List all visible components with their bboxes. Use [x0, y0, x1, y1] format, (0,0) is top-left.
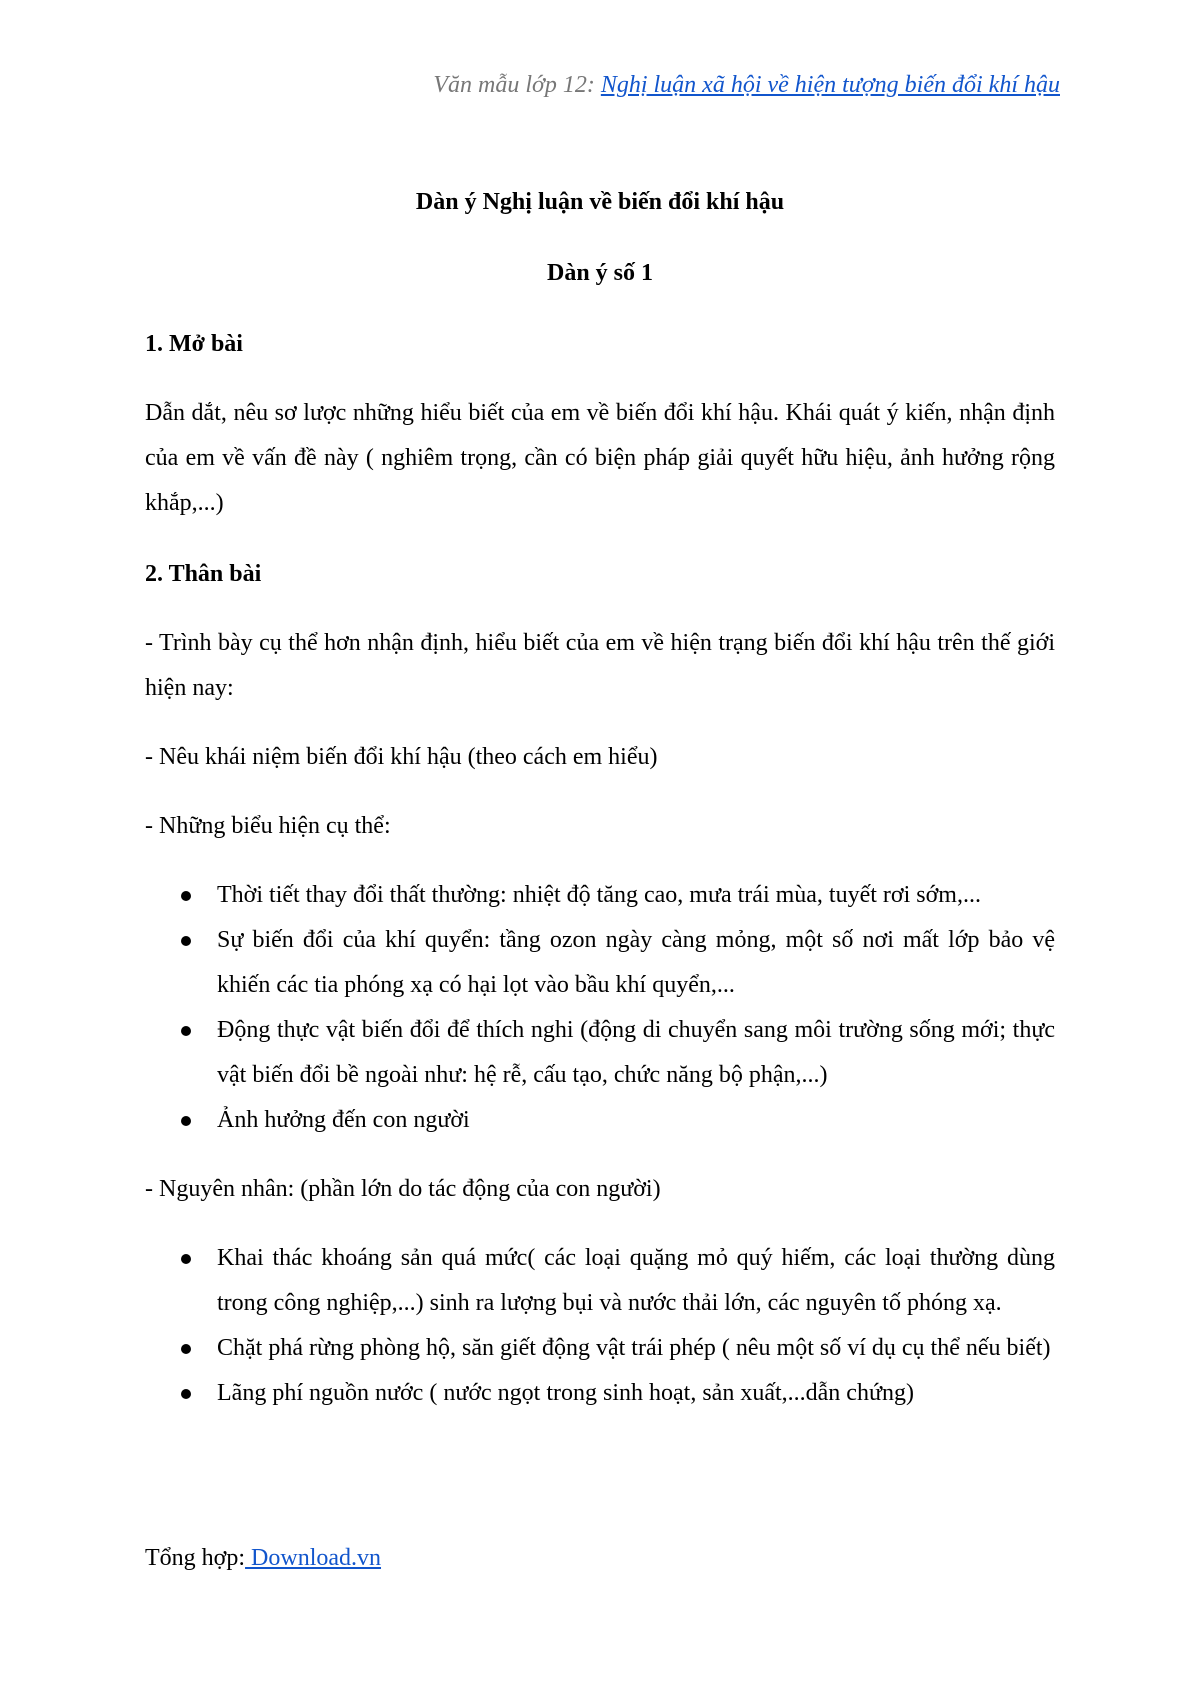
- list-item-text: Chặt phá rừng phòng hộ, săn giết động vật trái phép ( nêu một số ví dụ cụ thể nếu biết): [217, 1335, 1051, 1361]
- manifestations-list: [145, 873, 1055, 1143]
- bullet-icon: [181, 936, 191, 946]
- document-body: [145, 180, 1055, 1416]
- page-header: [433, 72, 1060, 99]
- header-prefix: Văn mẫu lớp 12:: [433, 72, 601, 98]
- list-item: [217, 1326, 1055, 1371]
- list-item-text: Động thực vật biến đổi để thích nghi (động di chuyển sang môi trường sống mới; thực vật biến đổi bề ngoài như: hệ rễ, cấu tạo, chức năng bộ phận,...): [217, 1017, 1055, 1088]
- bullet-icon: [181, 1389, 191, 1399]
- section-heading-body: 2. Thân bài: [145, 561, 262, 587]
- list-item-text: Sự biến đổi của khí quyển: tầng ozon ngày càng mỏng, một số nơi mất lớp bảo vệ khiến các tia phóng xạ có hại lọt vào bầu khí quyển,...: [217, 927, 1055, 998]
- body-paragraph-4: - Nguyên nhân: (phần lớn do tác động của con người): [145, 1176, 661, 1202]
- list-item-text: Thời tiết thay đổi thất thường: nhiệt độ tăng cao, mưa trái mùa, tuyết rơi sớm,...: [217, 882, 981, 908]
- bullet-icon: [181, 1344, 191, 1354]
- list-item: [217, 1098, 1055, 1143]
- footer-source-link[interactable]: Download.vn: [245, 1545, 382, 1571]
- header-article-link[interactable]: Nghị luận xã hội về hiện tượng biến đổi khí hậu: [600, 72, 1060, 98]
- footer-prefix: Tổng hợp:: [145, 1545, 246, 1571]
- list-item-text: Ảnh hưởng đến con người: [217, 1107, 470, 1133]
- list-item: [217, 1371, 1055, 1416]
- list-item-text: Lãng phí nguồn nước ( nước ngọt trong sinh hoạt, sản xuất,...dẫn chứng): [217, 1380, 914, 1406]
- body-paragraph-1: - Trình bày cụ thể hơn nhận định, hiểu biết của em về hiện trạng biến đổi khí hậu trên thế giới hiện nay:: [145, 630, 1055, 701]
- bullet-icon: [181, 1026, 191, 1036]
- list-item-text: Khai thác khoáng sản quá mức( các loại quặng mỏ quý hiếm, các loại thường dùng trong công nghiệp,...) sinh ra lượng bụi và nước thải lớn, các nguyên tố phóng xạ.: [217, 1245, 1055, 1316]
- section-heading-intro: 1. Mở bài: [145, 331, 243, 357]
- list-item: [217, 918, 1055, 1008]
- intro-paragraph: Dẫn dắt, nêu sơ lược những hiểu biết của em về biến đổi khí hậu. Khái quát ý kiến, nhận định của em về vấn đề này ( nghiêm trọng, cần có biện pháp giải quyết hữu hiệu, ảnh hưởng rộng khắp,...): [145, 400, 1055, 516]
- page-footer: [145, 1536, 381, 1581]
- bullet-icon: [181, 1116, 191, 1126]
- document-subtitle: Dàn ý số 1: [546, 260, 654, 286]
- bullet-icon: [181, 891, 191, 901]
- causes-list: [145, 1236, 1055, 1416]
- list-item: [217, 873, 1055, 918]
- list-item: [217, 1008, 1055, 1098]
- document-title: Dàn ý Nghị luận về biến đổi khí hậu: [415, 189, 785, 215]
- body-paragraph-3: - Những biểu hiện cụ thể:: [145, 813, 391, 839]
- body-paragraph-2: - Nêu khái niệm biến đổi khí hậu (theo cách em hiểu): [145, 744, 658, 770]
- bullet-icon: [181, 1254, 191, 1264]
- list-item: [217, 1236, 1055, 1326]
